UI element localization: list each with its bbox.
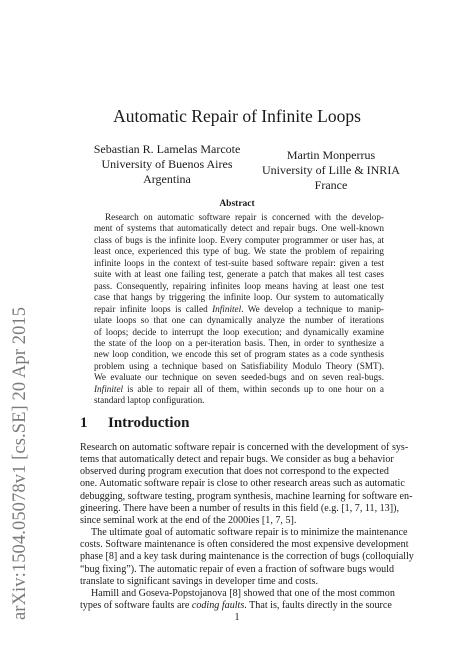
paper-title: Automatic Repair of Infinite Loops: [113, 106, 361, 126]
abstract-line: least once, experienced this type of bug. We state the problem of repairing: [94, 246, 384, 257]
author-block-1: [82, 142, 252, 187]
body-line: types of software faults are coding faults. That is, faults directly in the source: [80, 600, 392, 612]
body-line: “bug fixing”). The automatic repair of even a fraction of software bugs would: [80, 563, 395, 575]
section-title: Introduction: [108, 415, 190, 431]
author-block-2: [246, 148, 416, 193]
body-line: one. Automatic software repair is close to other research areas such as automatic: [80, 478, 405, 490]
author-country: France: [314, 178, 348, 192]
emphasis-text: Infinitel: [94, 383, 124, 394]
abstract-line: We evaluate our technique on seven seeded-bugs and on seven real-bugs.: [94, 372, 384, 383]
arxiv-identifier: arXiv:1504.05078v1 [cs.SE] 20 Apr 2015: [10, 306, 30, 620]
abstract-line: class of bugs is the infinite loop. Every computer programmer or user has, at: [94, 234, 384, 245]
abstract-line: new loop condition, we encode this set of program states as a code synthesis: [94, 349, 384, 360]
abstract-line: Research on automatic software repair is concerned with the develop-: [105, 212, 384, 222]
abstract-line: Infinitel is able to repair all of them, within seconds up to one hour on a: [94, 383, 384, 394]
page-number: 1: [234, 612, 240, 623]
emphasis-text: Infinitel: [212, 303, 242, 314]
section-number: 1: [80, 415, 88, 431]
abstract-line: repair infinite loops is called Infinitel. We develop a technique to manip-: [94, 303, 384, 314]
body-line: Hamill and Goseva-Popstojanova [8] showed that one of the most common: [91, 587, 395, 599]
body-line: costs. Software maintenance is often considered the most expensive development: [80, 539, 409, 551]
abstract-heading: Abstract: [219, 199, 255, 209]
body-line: observed during program execution that does not correspond to the expected: [80, 466, 389, 478]
abstract-line: the state of the loop on a per-iteration basis. Then, in order to synthesize a: [94, 337, 384, 348]
section-heading: [80, 415, 189, 432]
abstract-line: pass. Consequently, repairing infinites loop means having at least one test: [94, 280, 384, 291]
abstract-line: problem using a technique based on Satisfiability Modulo Theory (SMT).: [94, 360, 384, 371]
body-line: translate to significant savings in developer time and costs.: [80, 575, 318, 587]
author-name: Martin Monperrus: [286, 148, 376, 162]
abstract-line: infinite loops in the context of test-suite based software repair: given a test: [94, 257, 384, 268]
body-line: phase [8] and a key task during maintenance is the correction of bugs (colloquially: [80, 551, 414, 563]
body-line: The ultimate goal of automatic software repair is to minimize the maintenance: [91, 527, 408, 539]
body-line: debugging, software testing, program synthesis, machine learning for software en-: [80, 490, 413, 502]
introduction-text: [80, 442, 414, 612]
body-line: since seminal work at the end of the 2000ies [1, 7, 5].: [80, 514, 297, 526]
abstract-text: [94, 212, 384, 407]
abstract-line: suite with at least one failing test, generate a patch that makes all test cases: [94, 269, 384, 280]
author-affiliation: University of Lille & INRIA: [262, 163, 400, 177]
body-line: gineering. There have been a number of results in this field (e.g. [1, 7, 11, 13]),: [80, 502, 399, 514]
abstract-line: standard laptop configuration.: [94, 395, 205, 406]
arxiv-identifier-stamp: [10, 160, 32, 620]
body-line: tems that automatically detect and repair bugs. We consider as bug a behavior: [80, 454, 394, 466]
author-affiliation: University of Buenos Aires: [101, 157, 233, 171]
abstract-line: of loops; decide to interrupt the loop execution; and dynamically examine: [94, 326, 384, 337]
abstract-line: ulate loops so that one can dynamically analyze the number of iterations: [94, 315, 384, 326]
emphasis-text: coding faults: [191, 600, 245, 612]
body-line: Research on automatic software repair is concerned with the development of sys-: [80, 442, 409, 453]
abstract-line: case that hangs by triggering the infinite loop. Our system to automatically: [94, 292, 384, 303]
author-country: Argentina: [143, 172, 191, 186]
author-name: Sebastian R. Lamelas Marcote: [93, 142, 241, 156]
abstract-line: ment of systems that automatically detect and repair bugs. One well-known: [94, 223, 384, 234]
